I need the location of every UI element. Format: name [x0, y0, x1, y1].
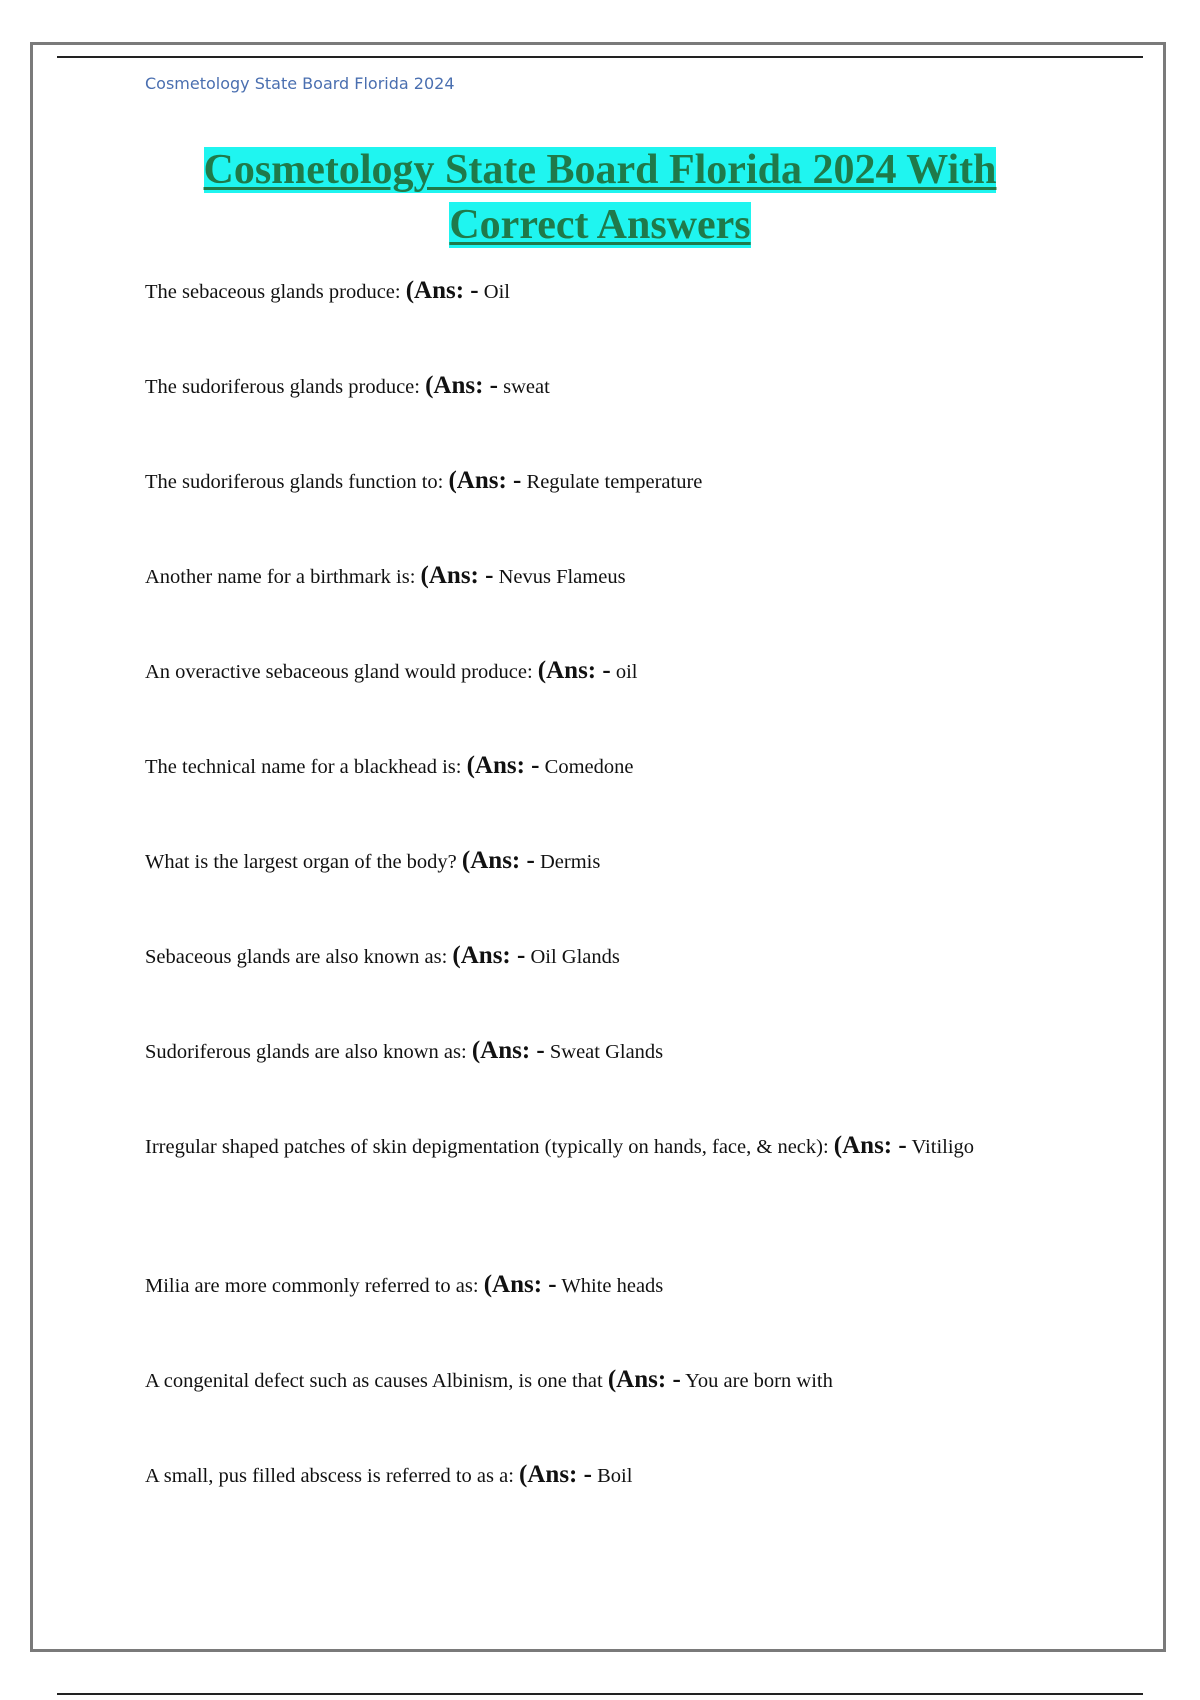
question: An overactive sebaceous gland would produce: [145, 661, 533, 683]
answer: Oil [483, 281, 510, 303]
document-title [100, 143, 1100, 253]
ans-marker: (Ans: - [461, 847, 535, 874]
title-line-1: Cosmetology State Board Florida 2024 With [203, 147, 997, 193]
answer: Dermis [539, 851, 601, 873]
qa-item [145, 1365, 833, 1396]
question: Milia are more commonly referred to as: [145, 1275, 479, 1297]
qa-item [145, 656, 638, 687]
answer: Regulate temperature [526, 471, 703, 493]
ans-marker: (Ans: - [537, 657, 611, 684]
qa-item [145, 846, 600, 877]
question: Another name for a birthmark is: [145, 566, 416, 588]
question: Sebaceous glands are also known as: [145, 946, 448, 968]
answer: Nevus Flameus [498, 566, 626, 588]
qa-item [145, 941, 620, 972]
running-header: Cosmetology State Board Florida 2024 [145, 74, 455, 93]
question: The sebaceous glands produce: [145, 281, 401, 303]
qa-item [145, 751, 633, 782]
answer: Comedone [544, 756, 634, 778]
question: The technical name for a blackhead is: [145, 756, 462, 778]
ans-marker: (Ans: - [466, 752, 540, 779]
question: Sudoriferous glands are also known as: [145, 1041, 467, 1063]
qa-item [145, 1036, 663, 1067]
title-line-2: Correct Answers [449, 202, 751, 248]
answer: You are born with [685, 1370, 833, 1392]
qa-item [145, 1460, 632, 1491]
question: A small, pus filled abscess is referred to as a: [145, 1465, 514, 1487]
ans-marker: (Ans: - [833, 1132, 907, 1159]
question: The sudoriferous glands function to: [145, 471, 444, 493]
answer: sweat [503, 376, 550, 398]
answer: White heads [561, 1275, 664, 1297]
ans-marker: (Ans: - [420, 562, 494, 589]
question: What is the largest organ of the body? [145, 851, 457, 873]
ans-marker: (Ans: - [448, 467, 522, 494]
ans-marker: (Ans: - [483, 1271, 557, 1298]
ans-marker: (Ans: - [607, 1366, 681, 1393]
qa-item [145, 1270, 663, 1301]
ans-marker: (Ans: - [405, 277, 479, 304]
qa-item [145, 1131, 974, 1162]
ans-marker: (Ans: - [471, 1037, 545, 1064]
ans-marker: (Ans: - [519, 1461, 592, 1488]
answer: Boil [597, 1465, 633, 1487]
bottom-rule [57, 1693, 1143, 1695]
ans-marker: (Ans: - [425, 372, 499, 399]
qa-item [145, 276, 510, 307]
answer: Oil Glands [530, 946, 620, 968]
question: A congenital defect such as causes Albinism, is one that [145, 1370, 603, 1392]
answer: Vitiligo [911, 1136, 975, 1158]
ans-marker: (Ans: - [452, 942, 526, 969]
answer: Sweat Glands [549, 1041, 664, 1063]
qa-item [145, 371, 550, 402]
qa-item [145, 466, 702, 497]
question: The sudoriferous glands produce: [145, 376, 420, 398]
qa-item [145, 561, 626, 592]
answer: oil [615, 661, 638, 683]
top-rule [57, 56, 1143, 58]
question: Irregular shaped patches of skin depigmentation (typically on hands, face, & neck): [145, 1136, 829, 1158]
